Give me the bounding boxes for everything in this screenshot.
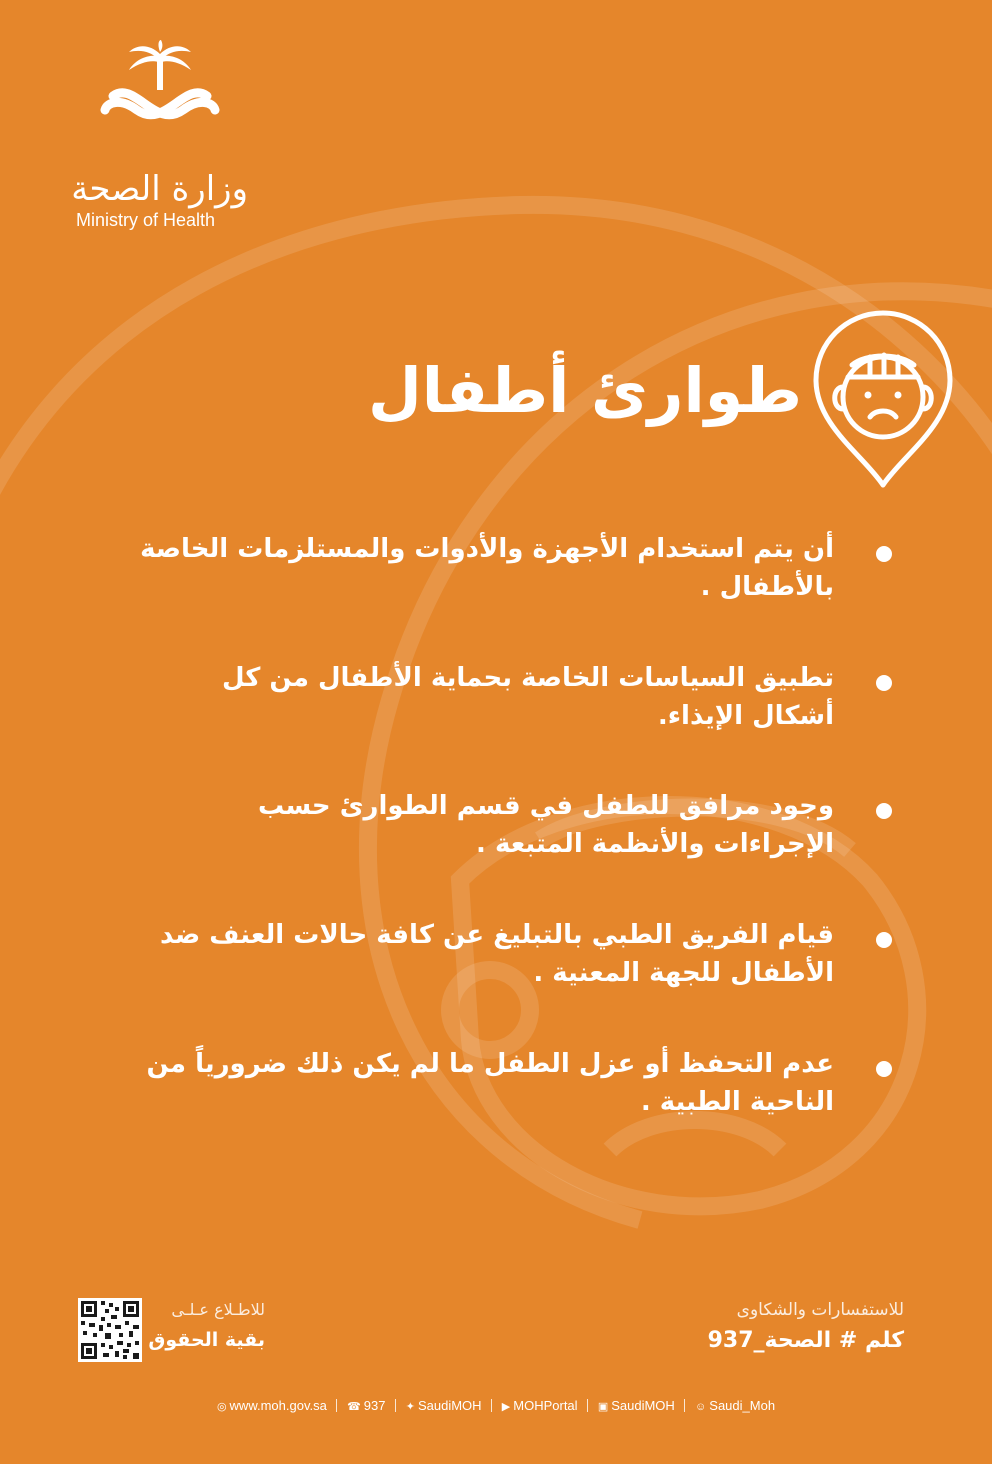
youtube-icon: ▶ (501, 1401, 511, 1414)
bullet-dot-icon (876, 803, 892, 819)
logo-arabic-text: وزارة الصحة (71, 169, 248, 209)
bullet-dot-icon (876, 1061, 892, 1077)
footer-twitter[interactable]: ✦ SaudiMOH (405, 1398, 482, 1414)
divider (336, 1399, 337, 1412)
moh-emblem-icon (95, 40, 225, 140)
child-face-location-pin-icon (808, 305, 958, 495)
list-item (132, 530, 892, 606)
divider (395, 1399, 396, 1412)
phone-icon: ☎ (347, 1401, 361, 1414)
footer-youtube[interactable]: ▶ MOHPortal (501, 1398, 578, 1414)
bullet-list (132, 530, 892, 1174)
contact-hashtag: كلم # الصحة_937 (707, 1328, 904, 1353)
bullet-dot-icon (876, 675, 892, 691)
logo-english-text: Ministry of Health (76, 210, 216, 230)
list-item (132, 787, 892, 863)
divider (587, 1399, 588, 1412)
contact-pretext: للاستفسارات والشكاوى (736, 1300, 904, 1320)
footer-links (0, 1397, 992, 1413)
page-title: طوارئ أطفال (368, 354, 802, 427)
list-item-text: تطبيق السياسات الخاصة بحماية الأطفال من كل أشكال الإيذاء. (222, 663, 834, 731)
qr-code-icon[interactable] (78, 1298, 142, 1362)
footer-website[interactable]: ◎ www.moh.gov.sa (216, 1398, 327, 1414)
footer-snapchat[interactable]: ☺ Saudi_Moh (695, 1398, 776, 1414)
globe-icon: ◎ (216, 1401, 227, 1414)
list-item-text: أن يتم استخدام الأجهزة والأدوات والمستلزمات الخاصة بالأطفال . (140, 534, 834, 602)
bullet-dot-icon (876, 546, 892, 562)
moh-logo (70, 40, 260, 230)
rights-pretext: للاطـلاع عـلـى (171, 1300, 265, 1319)
snapchat-icon: ☺ (695, 1401, 707, 1414)
twitter-icon: ✦ (405, 1401, 415, 1414)
list-item (132, 659, 892, 735)
footer-phone[interactable]: ☎ 937 (347, 1398, 386, 1414)
bullet-dot-icon (876, 932, 892, 948)
list-item-text: قيام الفريق الطبي بالتبليغ عن كافة حالات العنف ضد الأطفال للجهة المعنية . (160, 920, 834, 988)
divider (684, 1399, 685, 1412)
footer-instagram[interactable]: ▣ SaudiMOH (597, 1398, 675, 1414)
contact-block (708, 1300, 904, 1353)
instagram-icon: ▣ (597, 1401, 609, 1414)
list-item-text: عدم التحفظ أو عزل الطفل ما لم يكن ذلك ضرورياً من الناحية الطبية . (146, 1049, 834, 1117)
divider (491, 1399, 492, 1412)
rights-text: بقية الحقوق (148, 1329, 265, 1351)
rights-link[interactable] (148, 1300, 265, 1351)
list-item-text: وجود مرافق للطفل في قسم الطوارئ حسب الإجراءات والأنظمة المتبعة . (257, 791, 834, 859)
list-item (132, 916, 892, 992)
list-item (132, 1045, 892, 1121)
